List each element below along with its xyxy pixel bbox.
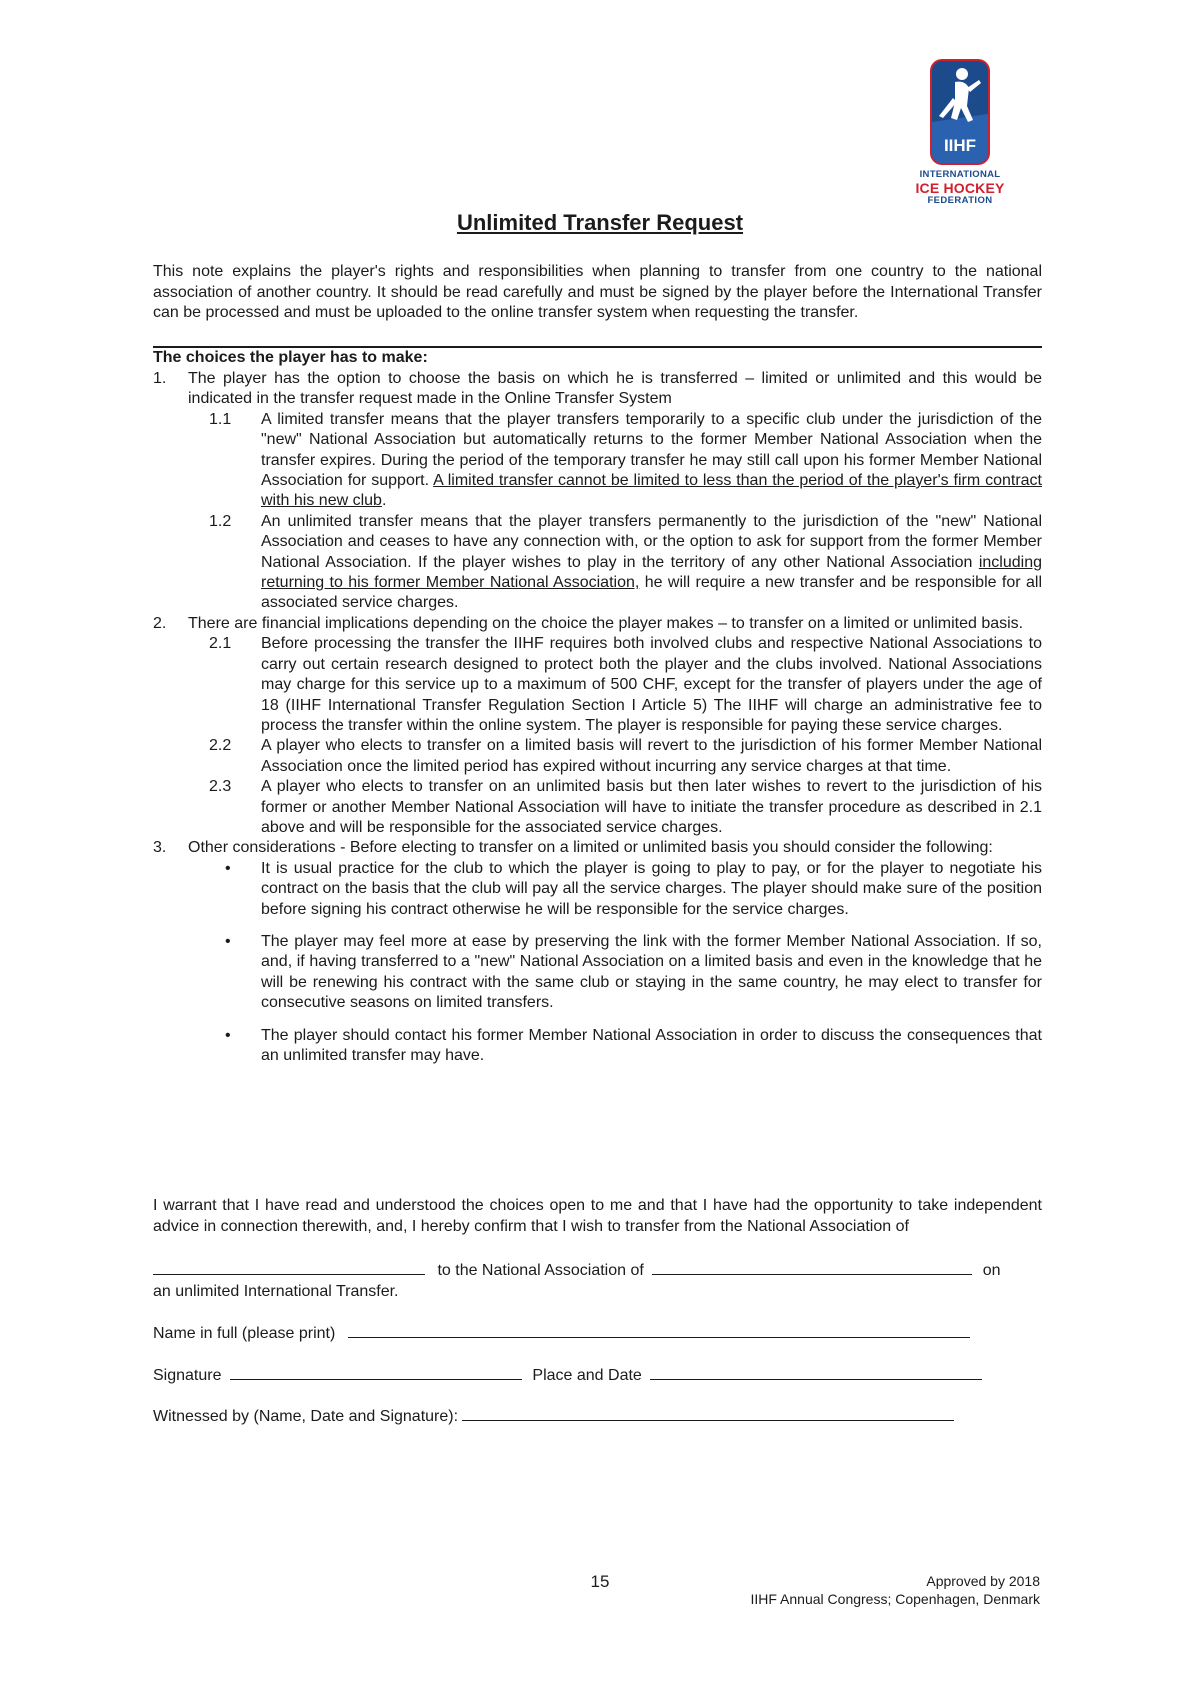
to-na-field[interactable] — [652, 1260, 972, 1275]
logo-badge-text: IIHF — [943, 136, 977, 155]
bullet-item-2 — [153, 932, 1042, 1014]
sub-item-text-end: . — [381, 492, 387, 510]
sub-item-text: A player who elects to transfer on a limited basis will revert to the jurisdiction of his former Member National Association once the limited period has expired without incurring any service charges at that time. — [261, 737, 1042, 775]
logo-line-federation: FEDERATION — [927, 194, 993, 206]
bullet-icon: • — [225, 1026, 231, 1044]
bullet-text: The player should contact his former Member National Association in order to discuss the consequences that an unlimited transfer may have. — [261, 1026, 1042, 1064]
item-text: Other considerations - Before electing to transfer on a limited or unlimited basis you should consider the following: — [188, 839, 993, 857]
sub-item-1-1 — [153, 410, 1042, 512]
sub-item-2-3 — [153, 777, 1042, 838]
sub-item-2-2 — [153, 736, 1042, 777]
place-date-label: Place and Date — [532, 1367, 642, 1384]
on-label: on — [982, 1262, 1001, 1279]
sub-item-text: An unlimited transfer means that the player transfers permanently to the jurisdiction of the "new" National Association and ceases to have any connection with, or the option to ask for support from the former Member National Association. If the player wishes to play in the territory of any other National Association — [261, 512, 1042, 571]
item-number: 2. — [153, 614, 167, 632]
approval-note — [751, 1572, 1041, 1608]
sub-item-text-end: he will require a new transfer and be responsible for all associated service charges. — [261, 574, 1043, 612]
sub-item-text: A limited transfer means that the player transfers temporarily to a specific club under the jurisdiction of the "new" National Association but automatically returns to the former Member National Association when the transfer expires. During the period of the temporary transfer he may still call upon his former Member National Association for support. — [261, 410, 1042, 490]
name-field[interactable] — [348, 1323, 970, 1338]
signature-field[interactable] — [230, 1365, 522, 1380]
iihf-shield-icon — [929, 58, 991, 166]
list-item-1 — [153, 369, 1042, 410]
item-text: There are financial implications depending on the choice the player makes – to transfer on a limited or unlimited basis. — [188, 614, 1024, 632]
logo-line-international: INTERNATIONAL — [919, 169, 1001, 180]
bullet-icon: • — [225, 932, 231, 950]
sub-item-text: A player who elects to transfer on an unlimited basis but then later wishes to revert to the jurisdiction of his former or another Member National Association will have to initiate the transfer procedure as described in 2.1 above and will be responsible for the associated service charges. — [261, 778, 1042, 836]
bullet-text: The player may feel more at ease by preserving the link with the former Member National Association. If so, and, if having transferred to a "new" National Association on a limited basis and even in the knowledge that he will be renewing his contract with the same club or staying in the same country, he may elect to transfer for consecutive seasons on limited transfers. — [261, 932, 1042, 1012]
signature-label: Signature — [153, 1367, 222, 1384]
bullet-icon: • — [225, 859, 231, 877]
to-na-label: to the National Association of — [437, 1262, 644, 1279]
signature-line — [153, 1365, 982, 1386]
sub-item-number: 1.2 — [209, 512, 232, 530]
witness-label: Witnessed by (Name, Date and Signature): — [153, 1408, 459, 1425]
bullet-text: It is usual practice for the club to which the player is going to play to pay, or for the player to negotiate his contract on the basis that the club will pay all the service charges. The player should make sure of the position before signing his contract otherwise he will be responsible for the service charges. — [261, 859, 1042, 918]
spacer — [153, 1014, 1042, 1026]
sub-item-text: Before processing the transfer the IIHF requires both involved clubs and respective National Associations to carry out certain research designed to protect both the player and the clubs involved. National Associations may charge for this service up to a maximum of 500 CHF, except for the transfer of players under the age of 18 (IIHF International Transfer Regulation Section I Article 5) The IIHF will charge an administrative fee to process the transfer within the online system. The player is responsible for paying these service charges. — [261, 635, 1042, 734]
choices-heading: The choices the player has to make: — [153, 349, 428, 366]
bullet-item-3 — [153, 1026, 1042, 1067]
bullet-item-1 — [153, 859, 1042, 920]
sub-item-number: 2.2 — [209, 737, 232, 755]
document-title: Unlimited Transfer Request — [456, 210, 744, 235]
intro-paragraph: This note explains the player's rights and responsibilities when planning to transfer from one country to the national association of another country. It should be read carefully and must be signed by the player before the International Transfer can be processed and must be uploaded to the online transfer system when requesting the transfer. — [153, 263, 1042, 321]
item-text: The player has the option to choose the basis on which he is transferred – limited or unlimited and this would be indicated in the transfer request made in the Online Transfer System — [188, 370, 1042, 408]
list-item-2 — [153, 614, 1042, 634]
sub-item-number: 2.1 — [209, 635, 232, 653]
underlined-text: including returning to his former Member National Association, — [261, 553, 1042, 592]
choices-list — [153, 369, 1042, 1066]
item-number: 3. — [153, 839, 167, 857]
unlimited-transfer-line: an unlimited International Transfer. — [153, 1283, 399, 1300]
warrant-paragraph: I warrant that I have read and understood the choices open to me and that I have had the opportunity to take independent advice in connection therewith, and, I hereby confirm that I wish to transfer from the National Association of — [153, 1197, 1042, 1235]
congress-location: IIHF Annual Congress; Copenhagen, Denmark — [750, 1591, 1040, 1607]
logo-line-ice-hockey: ICE HOCKEY — [915, 179, 1005, 196]
approved-by: Approved by 2018 — [926, 1573, 1040, 1589]
place-date-field[interactable] — [650, 1365, 982, 1380]
list-item-3 — [153, 838, 1042, 858]
sub-item-number: 2.3 — [209, 778, 232, 796]
witness-line — [153, 1406, 954, 1427]
spacer — [153, 920, 1042, 932]
iihf-logo — [900, 58, 1020, 205]
sub-item-1-2 — [153, 512, 1042, 614]
from-na-field[interactable] — [153, 1260, 425, 1275]
transfer-line — [153, 1260, 1001, 1281]
item-number: 1. — [153, 370, 167, 387]
name-label: Name in full (please print) — [153, 1325, 336, 1342]
page-number: 15 — [590, 1572, 610, 1591]
name-line — [153, 1323, 970, 1344]
sub-item-number: 1.1 — [209, 410, 232, 428]
sub-item-2-1 — [153, 634, 1042, 736]
underlined-text: A limited transfer cannot be limited to less than the period of the player's firm contract with his new club — [261, 472, 1042, 510]
witness-field[interactable] — [462, 1406, 954, 1421]
